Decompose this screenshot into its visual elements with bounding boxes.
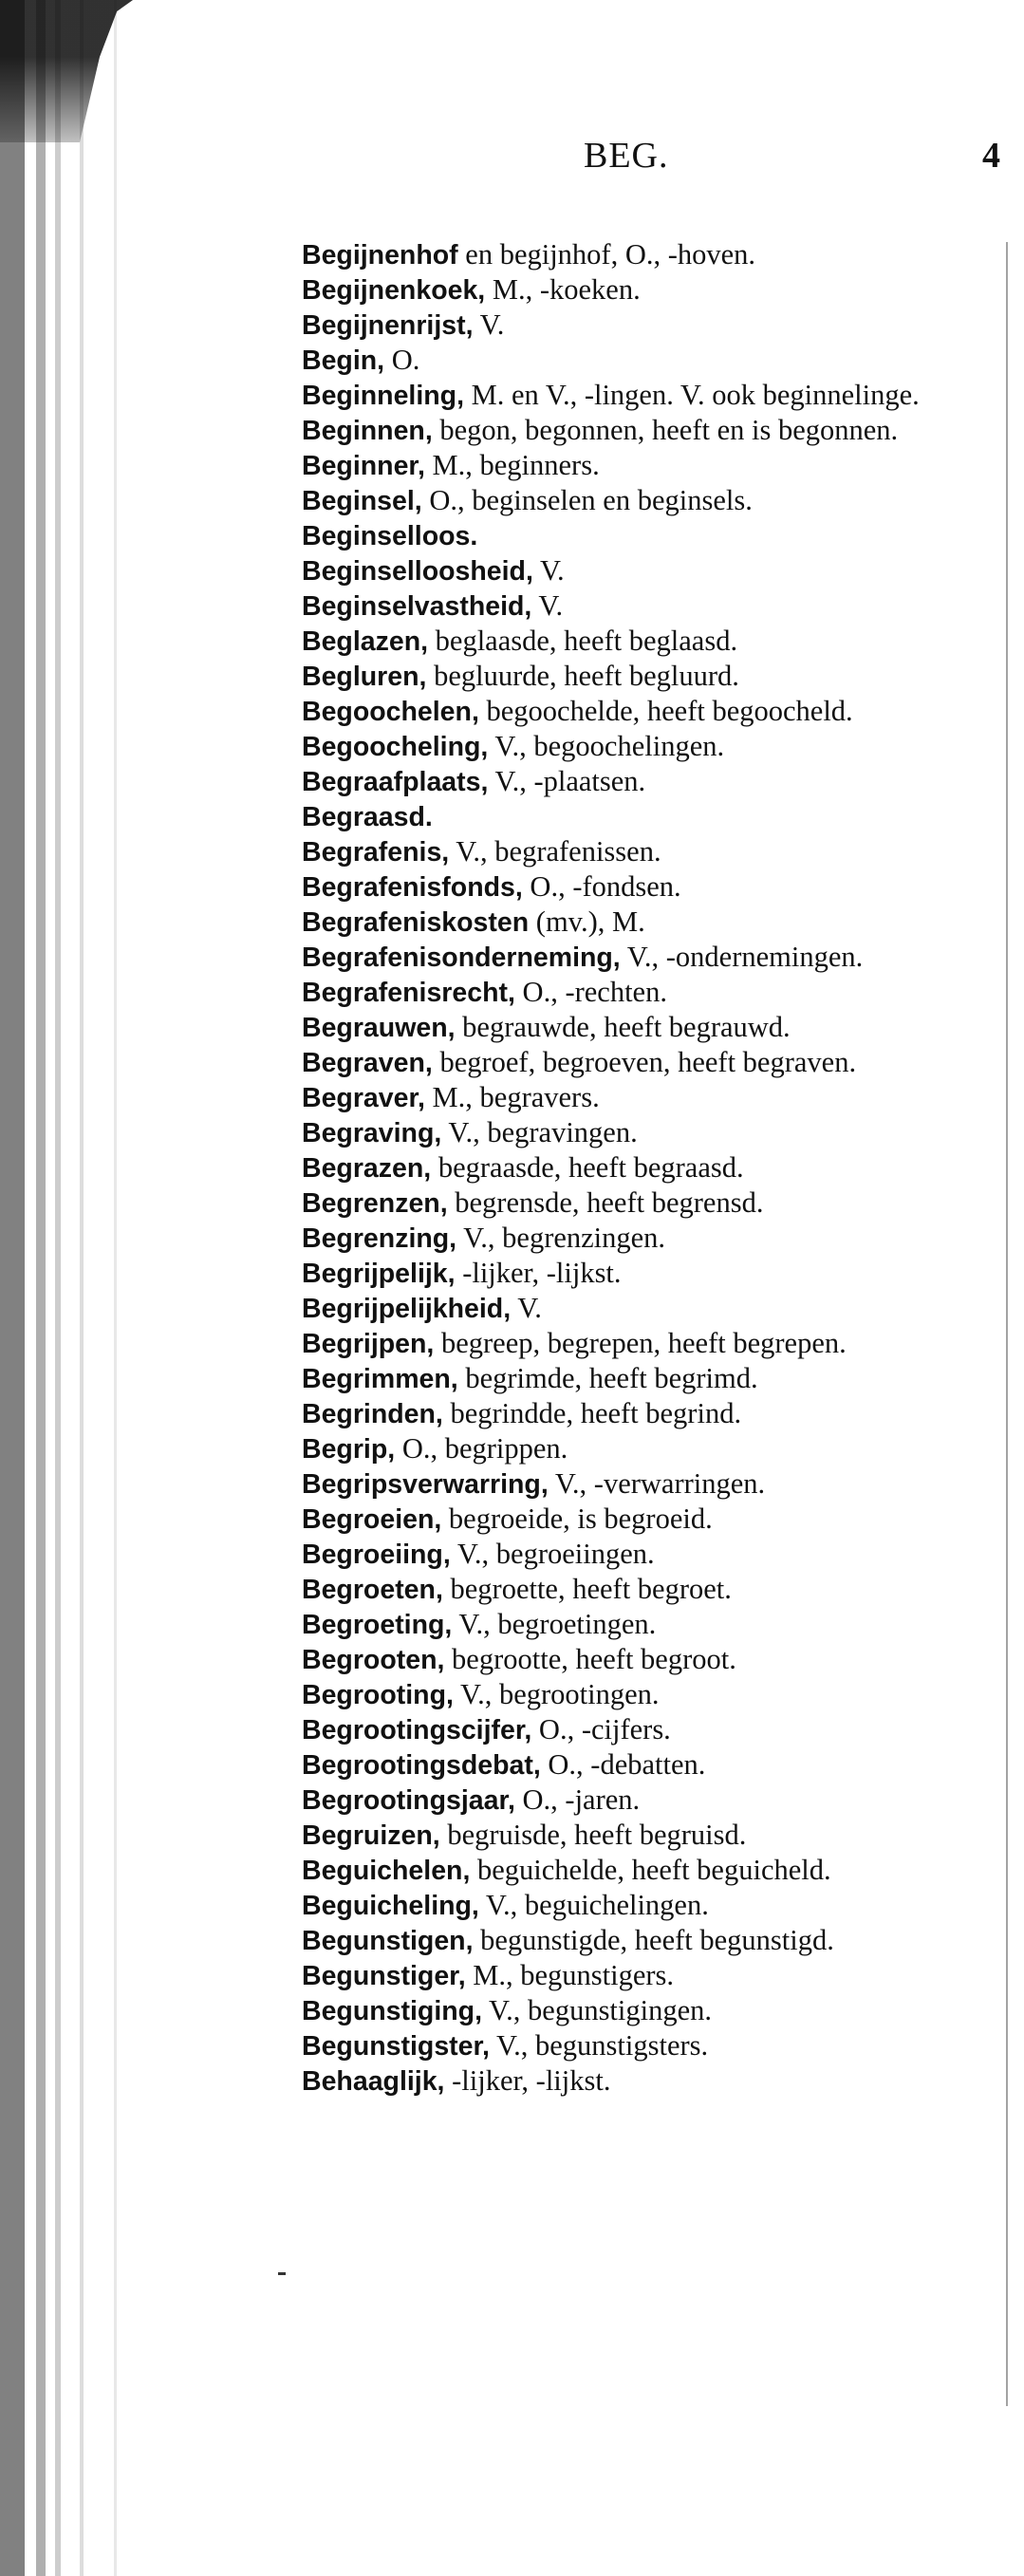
stray-mark: [278, 2272, 286, 2275]
dictionary-entry: [302, 448, 977, 483]
entry-definition: begrensde, heeft begrensd.: [447, 1186, 764, 1219]
dictionary-entry: [302, 799, 977, 834]
entry-headword: Beginselvastheid,: [302, 591, 532, 622]
dictionary-entry: [302, 1677, 977, 1712]
entry-headword: Begrijpelijk,: [302, 1259, 456, 1289]
dictionary-entry: [302, 1431, 977, 1466]
dictionary-entry: [302, 1291, 977, 1326]
entry-definition: V., begunstigingen.: [481, 1994, 713, 2026]
entry-definition: V., begrenzingen.: [456, 1222, 666, 1254]
entry-definition: begrindde, heeft begrind.: [442, 1397, 742, 1429]
entry-headword: Begrafenisonderneming,: [302, 943, 621, 973]
dictionary-entry: [302, 905, 977, 940]
entry-definition: M., beginners.: [424, 449, 600, 481]
entry-headword: Beglazen,: [302, 626, 429, 657]
entry-definition: O.: [384, 344, 420, 376]
entry-headword: Beginneling,: [302, 381, 464, 411]
entry-headword: Begrooten,: [302, 1645, 445, 1675]
dictionary-entry: [302, 1256, 977, 1291]
dictionary-entry: [302, 1853, 977, 1888]
entry-definition: begroette, heeft begroet.: [442, 1573, 732, 1605]
dictionary-entry: [302, 483, 977, 518]
dictionary-entry: [302, 729, 977, 764]
entry-headword: Begroeien,: [302, 1504, 442, 1535]
entry-definition: en begijnhof, O., -hoven.: [457, 238, 756, 271]
entry-headword: Begluren,: [302, 662, 427, 692]
dictionary-entry: [302, 1888, 977, 1923]
entry-headword: Begrootingscijfer,: [302, 1715, 532, 1745]
dictionary-entry: [302, 1747, 977, 1783]
entry-definition: V., -plaatsen.: [488, 765, 646, 797]
entry-headword: Begraven,: [302, 1048, 433, 1078]
dictionary-entry: [302, 624, 977, 659]
entry-headword: Begijnenrijst,: [302, 310, 474, 341]
entry-headword: Begraafplaats,: [302, 767, 489, 797]
entry-headword: Begrafeniskosten: [302, 907, 530, 938]
dictionary-entry: [302, 1993, 977, 2028]
entry-headword: Begrootingsjaar,: [302, 1785, 515, 1816]
binding-shadow: [55, 0, 61, 2576]
dictionary-entries: [302, 237, 977, 2099]
dictionary-entry: [302, 237, 977, 272]
entry-headword: Begijnenhof: [302, 240, 458, 271]
entry-headword: Begrooting,: [302, 1680, 454, 1710]
entry-definition: V., begravingen.: [441, 1116, 638, 1148]
entry-headword: Begrinden,: [302, 1399, 443, 1429]
entry-definition: begon, begonnen, heeft en is begonnen.: [432, 414, 899, 446]
dictionary-entry: [302, 1150, 977, 1185]
entry-definition: begoochelde, heeft begoocheld.: [478, 695, 853, 727]
entry-definition: begroef, begroeven, heeft begraven.: [432, 1046, 857, 1078]
entry-definition: V.: [532, 554, 565, 587]
dictionary-entry: [302, 1326, 977, 1361]
entry-headword: Beginnen,: [302, 416, 433, 446]
dictionary-entry: [302, 308, 977, 343]
entry-headword: Behaaglijk,: [302, 2066, 445, 2097]
dictionary-entry: [302, 1010, 977, 1045]
dictionary-entry: [302, 518, 977, 553]
dictionary-entry: [302, 1361, 977, 1396]
entry-headword: Begraving,: [302, 1118, 442, 1148]
binding-shadow: [80, 0, 84, 2576]
dictionary-entry: [302, 1396, 977, 1431]
dictionary-entry: [302, 1045, 977, 1080]
dictionary-entry: [302, 413, 977, 448]
dictionary-entry: [302, 694, 977, 729]
entry-headword: Begijnenkoek,: [302, 275, 486, 306]
entry-headword: Begunstigen,: [302, 1926, 474, 1956]
entry-definition: V., -ondernemingen.: [620, 941, 864, 973]
entry-definition: V., beguichelingen.: [478, 1889, 709, 1921]
entry-headword: Begrootingsdebat,: [302, 1750, 541, 1781]
entry-definition: begrootte, heeft begroot.: [444, 1643, 736, 1675]
entry-definition: M., begravers.: [424, 1081, 600, 1113]
entry-definition: (mv.), M.: [529, 905, 645, 938]
entry-definition: O., -jaren.: [514, 1783, 641, 1816]
scanned-binding-edge: [0, 0, 152, 2576]
entry-definition: O., -rechten.: [514, 976, 667, 1008]
guide-word: BEG.: [584, 136, 669, 176]
page-number: 4: [982, 136, 1000, 176]
entry-headword: Begroeting,: [302, 1610, 453, 1640]
entry-definition: O., -debatten.: [540, 1748, 706, 1781]
margin-rule: [1006, 242, 1008, 2406]
dictionary-entry: [302, 272, 977, 308]
binding-shadow: [0, 0, 25, 2576]
entry-headword: Beginsel,: [302, 486, 422, 516]
entry-headword: Begrafenisfonds,: [302, 872, 523, 903]
entry-definition: O., begrippen.: [395, 1432, 568, 1465]
dictionary-entry: [302, 588, 977, 624]
dictionary-entry: [302, 1572, 977, 1607]
entry-headword: Beguicheling,: [302, 1891, 479, 1921]
entry-definition: V.: [511, 1292, 542, 1324]
dictionary-entry: [302, 659, 977, 694]
entry-definition: V., begroeiingen.: [450, 1538, 655, 1570]
dictionary-entry: [302, 764, 977, 799]
entry-definition: begrimde, heeft begrimd.: [457, 1362, 758, 1394]
entry-headword: Begrenzing,: [302, 1223, 457, 1254]
dictionary-entry: [302, 1537, 977, 1572]
dictionary-entry: [302, 1642, 977, 1677]
dictionary-entry: [302, 940, 977, 975]
dictionary-entry: [302, 1712, 977, 1747]
dictionary-entry: [302, 2063, 977, 2099]
entry-headword: Begrip,: [302, 1434, 396, 1465]
entry-definition: V.: [473, 308, 505, 341]
entry-definition: begluurde, heeft begluurd.: [426, 660, 739, 692]
ink-blot: [0, 0, 133, 142]
entry-definition: M. en V., -lingen. V. ook beginnelinge.: [464, 379, 920, 411]
entry-headword: Begroeten,: [302, 1575, 443, 1605]
entry-definition: begrauwde, heeft begrauwd.: [455, 1011, 791, 1043]
entry-definition: V., begunstigsters.: [489, 2029, 709, 2062]
entry-headword: Begroeiing,: [302, 1540, 451, 1570]
dictionary-entry: [302, 869, 977, 905]
entry-definition: beglaasde, heeft beglaasd.: [428, 625, 738, 657]
entry-headword: Begunstiger,: [302, 1961, 466, 1991]
entry-definition: O., -fondsen.: [522, 870, 681, 903]
entry-definition: M., begunstigers.: [465, 1959, 675, 1991]
entry-headword: Begrijpelijkheid,: [302, 1294, 512, 1324]
dictionary-entry: [302, 378, 977, 413]
dictionary-entry: [302, 1115, 977, 1150]
entry-definition: begunstigde, heeft begunstigd.: [473, 1924, 834, 1956]
dictionary-entry: [302, 834, 977, 869]
entry-definition: V., begrafenissen.: [449, 835, 661, 868]
entry-definition: beguichelde, heeft beguicheld.: [470, 1854, 831, 1886]
entry-headword: Begunstiging,: [302, 1996, 482, 2026]
entry-definition: begroeide, is begroeid.: [441, 1503, 713, 1535]
entry-definition: V., -verwarringen.: [548, 1467, 766, 1500]
entry-headword: Beginner,: [302, 451, 425, 481]
entry-headword: Begruizen,: [302, 1820, 440, 1851]
entry-definition: -lijker, -lijkst.: [455, 1257, 622, 1289]
entry-headword: Begripsverwarring,: [302, 1469, 549, 1500]
binding-shadow: [36, 0, 46, 2576]
entry-definition: V., begrootingen.: [453, 1678, 660, 1710]
dictionary-entry: [302, 975, 977, 1010]
dictionary-entry: [302, 1958, 977, 1993]
entry-headword: Begoochelen,: [302, 697, 479, 727]
entry-headword: Begoocheling,: [302, 732, 489, 762]
entry-definition: V.: [531, 589, 564, 622]
entry-definition: begreep, begrepen, heeft begrepen.: [434, 1327, 847, 1359]
page-header: [0, 133, 1024, 190]
entry-definition: O., -cijfers.: [531, 1713, 671, 1745]
dictionary-entry: [302, 1783, 977, 1818]
entry-headword: Beginselloosheid,: [302, 556, 533, 587]
entry-headword: Begrijpen,: [302, 1329, 435, 1359]
dictionary-entry: [302, 343, 977, 378]
entry-definition: V., begoochelingen.: [488, 730, 725, 762]
dictionary-entry: [302, 1080, 977, 1115]
entry-headword: Begrazen,: [302, 1153, 432, 1184]
entry-definition: -lijker, -lijkst.: [444, 2064, 611, 2097]
entry-headword: Begrafenis,: [302, 837, 450, 868]
entry-headword: Begrauwen,: [302, 1013, 456, 1043]
entry-headword: Begraasd.: [302, 802, 433, 832]
binding-shadow: [114, 0, 117, 2576]
dictionary-entry: [302, 1818, 977, 1853]
dictionary-entry: [302, 1185, 977, 1221]
dictionary-entry: [302, 1607, 977, 1642]
entry-definition: M., -koeken.: [485, 273, 641, 306]
dictionary-entry: [302, 1502, 977, 1537]
entry-headword: Beginselloos.: [302, 521, 478, 551]
dictionary-entry: [302, 2028, 977, 2063]
entry-headword: Begrenzen,: [302, 1188, 448, 1219]
dictionary-entry: [302, 1221, 977, 1256]
entry-headword: Begin,: [302, 345, 385, 376]
entry-headword: Begraver,: [302, 1083, 425, 1113]
entry-definition: begraasde, heeft begraasd.: [431, 1151, 744, 1184]
dictionary-entry: [302, 1466, 977, 1502]
entry-definition: O., beginselen en beginsels.: [421, 484, 753, 516]
entry-headword: Beguichelen,: [302, 1856, 471, 1886]
entry-headword: Begrimmen,: [302, 1364, 458, 1394]
dictionary-entry: [302, 553, 977, 588]
dictionary-entry: [302, 1923, 977, 1958]
entry-definition: begruisde, heeft begruisd.: [439, 1819, 747, 1851]
entry-headword: Begrafenisrecht,: [302, 978, 515, 1008]
entry-headword: Begunstigster,: [302, 2031, 490, 2062]
entry-definition: V., begroetingen.: [452, 1608, 657, 1640]
